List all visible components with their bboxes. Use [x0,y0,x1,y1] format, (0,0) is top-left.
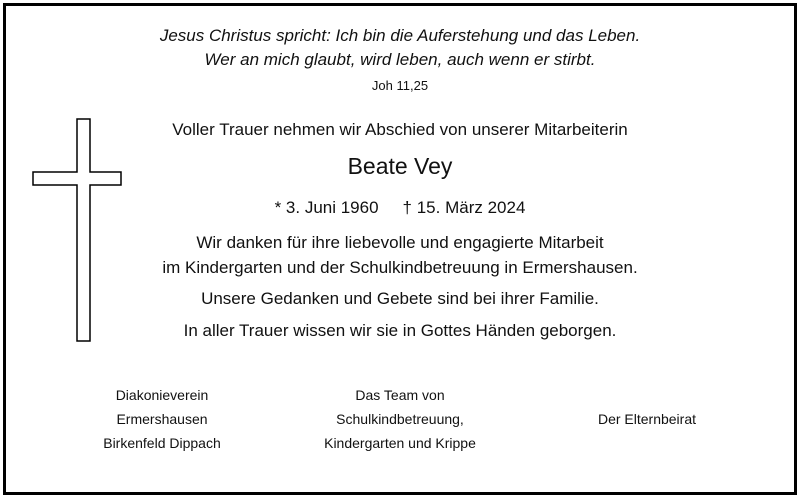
signature-line: Der Elternbeirat [597,411,697,427]
signature-line: Das Team von [355,387,445,403]
life-dates [0,198,800,218]
quote-line-1: Jesus Christus spricht: Ich bin die Auferstehung und das Leben. [159,26,641,45]
birth-date: * 3. Juni 1960 [274,198,379,217]
thanks-line-1: Wir danken für ihre liebevolle und engagierte Mitarbeit [196,233,604,252]
signature-line: Kindergarten und Krippe [324,435,476,451]
signature-line: Birkenfeld Dippach [103,435,221,451]
quote-line-2: Wer an mich glaubt, wird leben, auch wenn er stirbt. [204,50,596,69]
death-date: † 15. März 2024 [402,198,526,217]
signature-diakonieverein [62,383,262,455]
faith-line: In aller Trauer wissen wir sie in Gottes Händen geborgen. [183,321,617,340]
thoughts-line: Unsere Gedanken und Gebete sind bei ihrer Familie. [201,289,599,308]
deceased-name: Beate Vey [347,153,453,179]
signature-elternbeirat [547,407,747,431]
signature-line: Diakonieverein [115,387,209,403]
signature-line: Ermershausen [116,411,208,427]
intro-text: Voller Trauer nehmen wir Abschied von unserer Mitarbeiterin [172,120,628,139]
quote-reference: Joh 11,25 [371,78,429,93]
signature-line: Schulkindbetreuung, [336,411,464,427]
signature-team [290,383,510,455]
thanks-line-2: im Kindergarten und der Schulkindbetreuung in Ermershausen. [162,258,638,277]
